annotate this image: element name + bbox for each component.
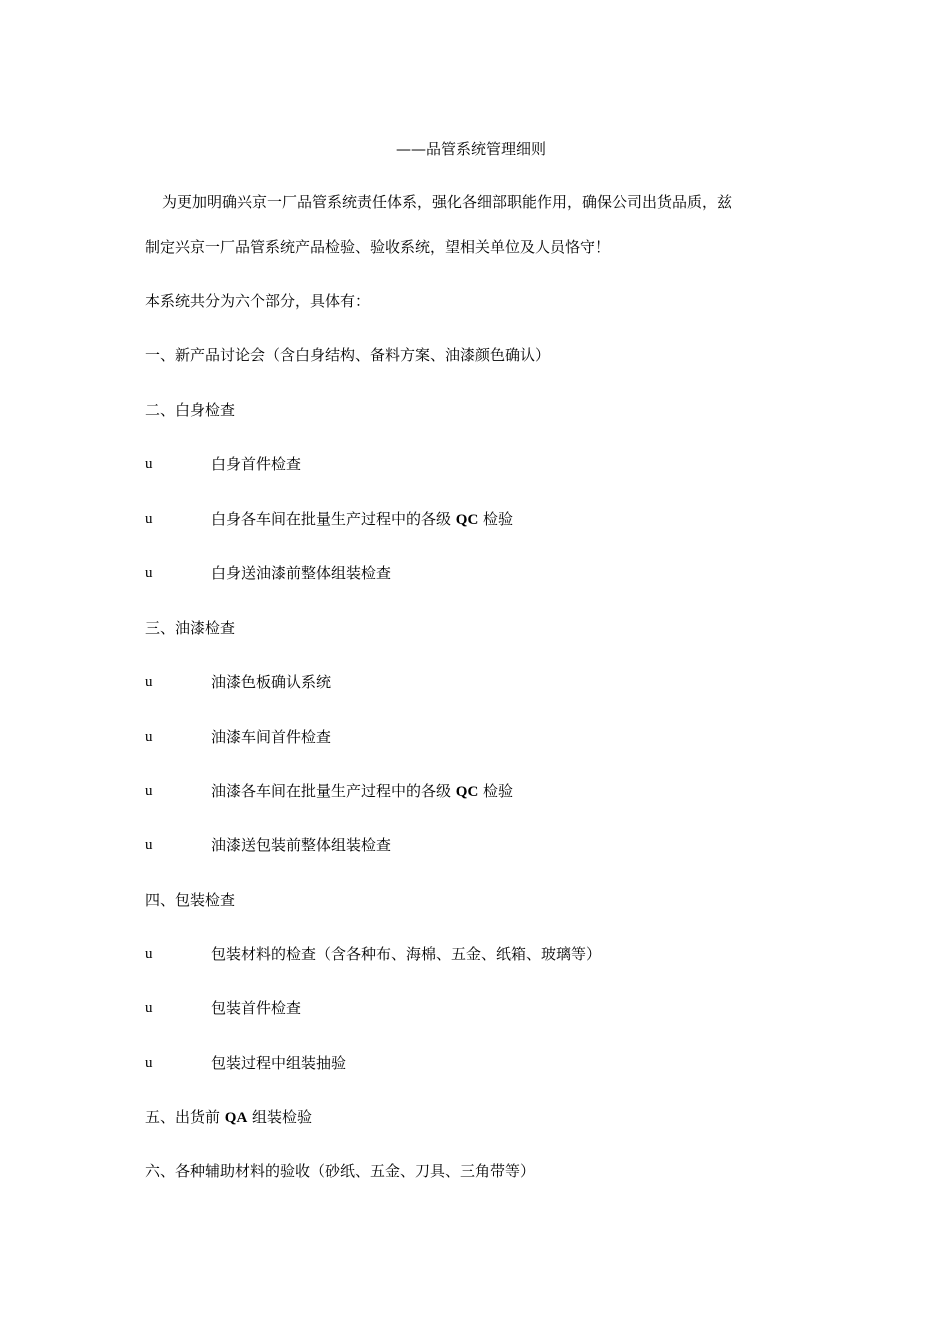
section-heading-2: 二、白身检查	[145, 401, 236, 419]
bullet-marker: u	[145, 511, 153, 527]
section-heading-1: 一、新产品讨论会（含白身结构、备料方案、油漆颜色确认）	[145, 346, 551, 364]
document-subtitle: ——品管系统管理细则	[396, 140, 547, 158]
list-item-text-post: 检验	[478, 782, 514, 800]
list-item-text-pre: 油漆各车间在批量生产过程中的各级	[211, 782, 456, 800]
list-item-text-post: 检验	[478, 510, 514, 528]
bullet-marker: u	[145, 783, 153, 799]
list-item-text: 白身首件检查	[211, 455, 302, 473]
list-item-text: 油漆色板确认系统	[211, 673, 332, 691]
list-item-text	[211, 508, 513, 531]
list-item-text: 包装材料的检查（含各种布、海棉、五金、纸箱、玻璃等）	[211, 945, 602, 963]
list-item-text: 白身送油漆前整体组装检查	[211, 564, 392, 582]
bullet-marker: u	[145, 946, 153, 962]
qa-abbreviation: QA	[224, 1110, 248, 1126]
bullet-marker: u	[145, 1000, 153, 1016]
list-item-text: 包装首件检查	[211, 999, 302, 1017]
section-heading-5-post: 组装检验	[247, 1108, 313, 1126]
list-item-text-pre: 白身各车间在批量生产过程中的各级	[211, 510, 456, 528]
bullet-marker: u	[145, 729, 153, 745]
bullet-marker: u	[145, 565, 153, 581]
intro-paragraph-line-1: 为更加明确兴京一厂品管系统责任体系，强化各细部职能作用，确保公司出货品质，兹	[162, 193, 733, 211]
bullet-marker: u	[145, 837, 153, 853]
section-heading-3: 三、油漆检查	[145, 619, 236, 637]
qc-abbreviation: QC	[455, 512, 479, 528]
list-item-text: 油漆车间首件检查	[211, 728, 332, 746]
bullet-marker: u	[145, 456, 153, 472]
list-item-text: 油漆送包装前整体组装检查	[211, 836, 392, 854]
section-heading-5-pre: 五、出货前	[145, 1108, 225, 1126]
bullet-marker: u	[145, 1055, 153, 1071]
section-heading-4: 四、包装检查	[145, 891, 236, 909]
section-heading-5	[145, 1106, 312, 1129]
intro-paragraph-line-2: 制定兴京一厂品管系统产品检验、验收系统，望相关单位及人员恪守！	[145, 238, 611, 256]
qc-abbreviation: QC	[455, 784, 479, 800]
list-item-text	[211, 780, 513, 803]
section-summary: 本系统共分为六个部分，具体有：	[145, 292, 371, 310]
bullet-marker: u	[145, 674, 153, 690]
list-item-text: 包装过程中组装抽验	[211, 1054, 347, 1072]
section-heading-6: 六、各种辅助材料的验收（砂纸、五金、刀具、三角带等）	[145, 1162, 536, 1180]
